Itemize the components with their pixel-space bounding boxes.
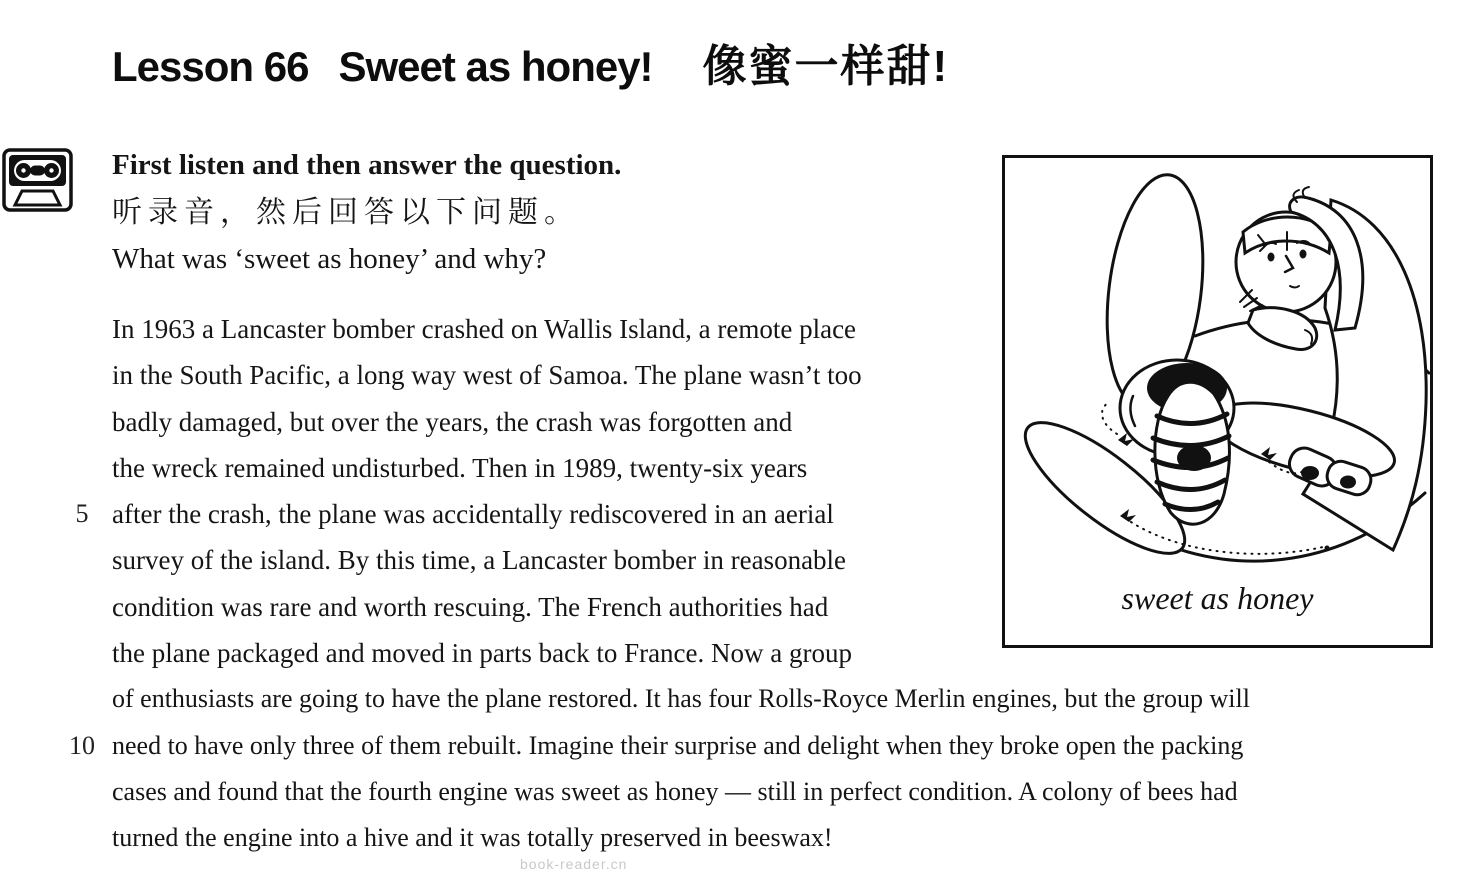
lesson-title-english: Sweet as honey! [338, 43, 653, 90]
cassette-tape-icon [2, 148, 74, 219]
listen-instruction-english: First listen and then answer the question. [112, 149, 622, 181]
lesson-title-chinese: 像蜜一样甜! [702, 42, 950, 91]
listen-instruction-chinese: 听录音，然后回答以下问题。 [112, 196, 580, 229]
illustration-caption: sweet as honey [1121, 580, 1314, 616]
passage-line-text: after the crash, the plane was accidentally rediscovered in an aerial [112, 499, 834, 530]
line-number: 10 [69, 730, 95, 760]
passage-line-text: need to have only three of them rebuilt. Imagine their surprise and delight when they broke open the packing [112, 730, 1244, 760]
passage-line [112, 769, 1250, 815]
page-title [112, 30, 949, 94]
lesson-number: Lesson 66 [112, 43, 309, 90]
passage-line [69, 723, 1250, 769]
passage-line-text: condition was rare and worth rescuing. The French authorities had [112, 591, 829, 622]
passage-line-text: survey of the island. By this time, a Lancaster bomber in reasonable [112, 545, 847, 576]
pilot-beehive-propeller-drawing [1005, 158, 1430, 645]
passage-line [112, 815, 1250, 861]
passage-line-text: the wreck remained undisturbed. Then in 1989, twenty-six years [112, 452, 808, 483]
line-number: 5 [75, 499, 89, 529]
comprehension-question: What was ‘sweet as honey’ and why? [112, 243, 547, 275]
passage-line-text: cases and found that the fourth engine was sweet as honey — still in perfect condition. A colony of bees had [112, 776, 1238, 806]
watermark-text: book-reader.cn [520, 856, 628, 872]
passage-line-text: In 1963 a Lancaster bomber crashed on Wallis Island, a remote place [112, 314, 857, 344]
passage-line-text: badly damaged, but over the years, the crash was forgotten and [112, 406, 793, 437]
lesson-illustration [1002, 155, 1433, 648]
passage-line-text: turned the engine into a hive and it was totally preserved in beeswax! [112, 823, 833, 853]
instruction-block [112, 142, 621, 283]
passage-line-text: the plane packaged and moved in parts back to France. Now a group [112, 638, 852, 669]
passage-line-text: of enthusiasts are going to have the plane restored. It has four Rolls-Royce Merlin engines, but the group will [112, 684, 1250, 714]
passage-line [112, 676, 1250, 722]
passage-line-text: in the South Pacific, a long way west of Samoa. The plane wasn’t too [112, 360, 862, 391]
